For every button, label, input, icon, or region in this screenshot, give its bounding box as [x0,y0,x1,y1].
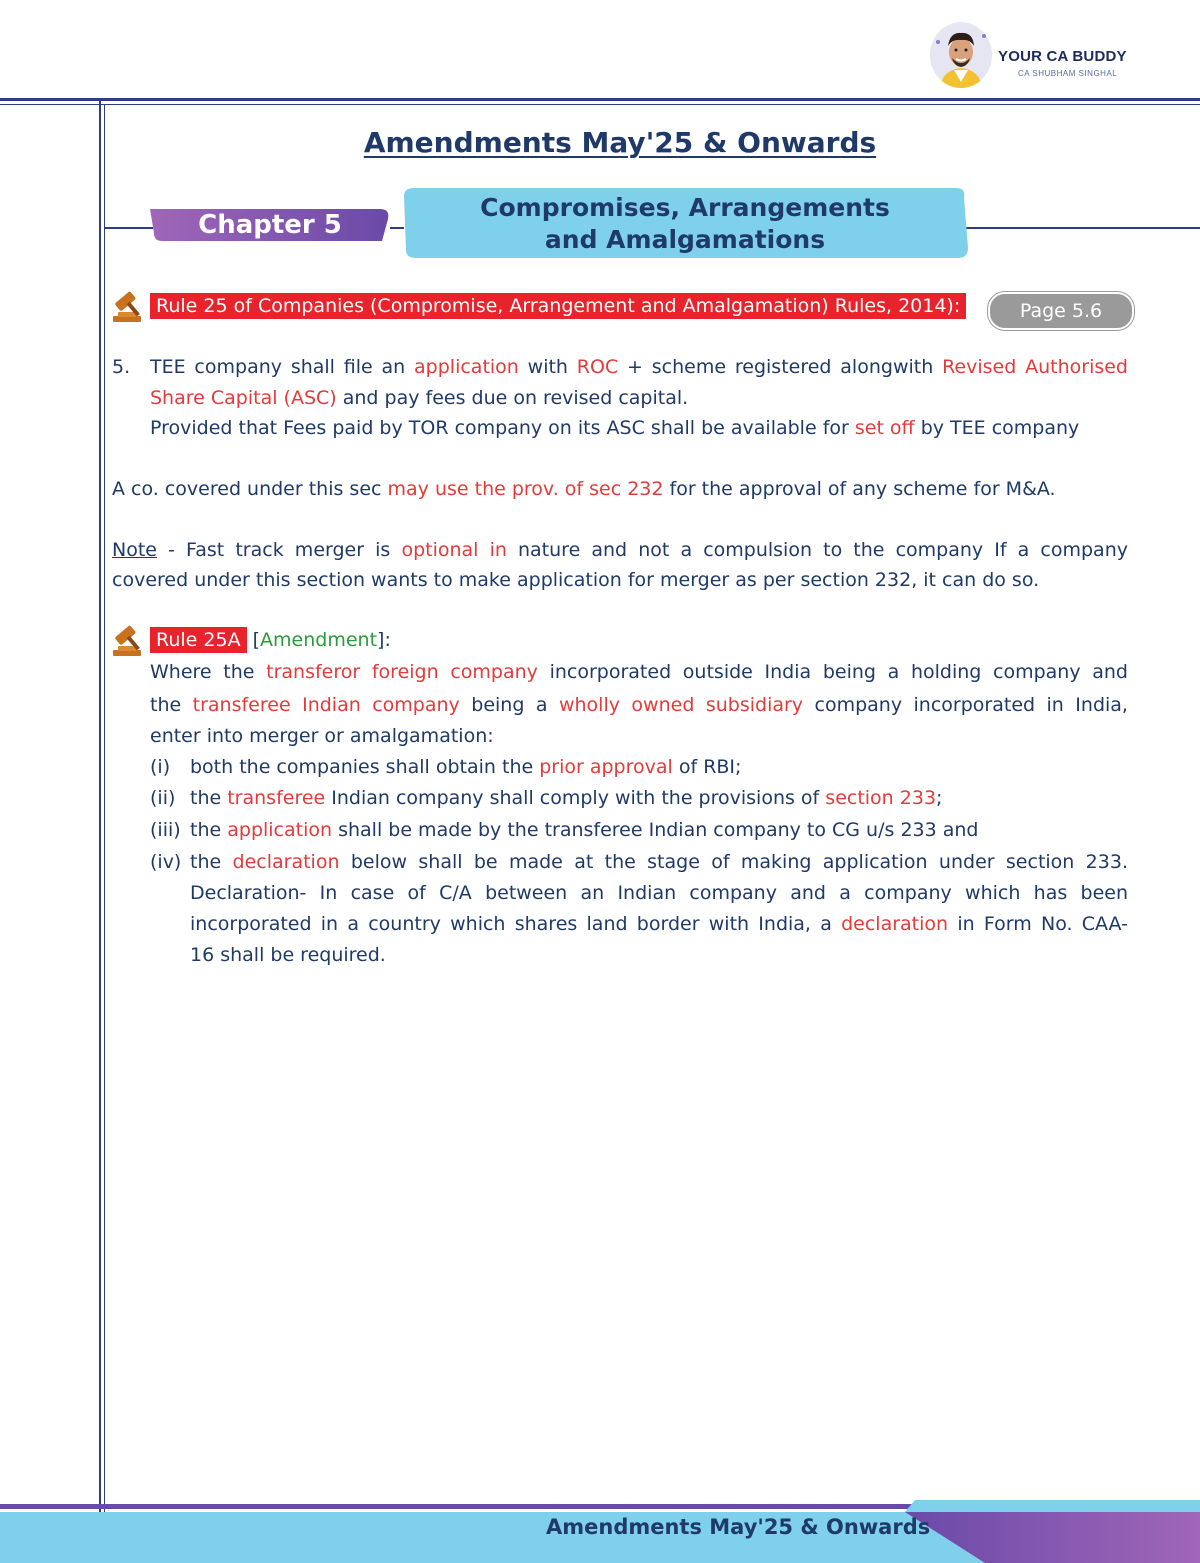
margin-rule [99,98,101,1513]
list-item-number: (iii) [150,819,181,841]
chapter-tag [150,207,390,243]
chapter-rule-left [105,227,153,229]
note-label: Note [112,539,157,561]
list-item-number: (i) [150,756,171,778]
rule-25a-heading: Rule 25A [Amendment]: [150,625,391,656]
declaration-line1: Declaration- In case of C/A between an Indian company and a company which has been [190,882,1128,904]
logo-title: YOUR CA BUDDY [998,48,1127,65]
avatar-icon [930,22,992,88]
rule-25a-line1: Where the transferor foreign company incorporated outside India being a holding company and [150,661,1128,683]
brand-logo [930,18,1145,92]
gavel-icon [110,290,146,324]
gavel-icon [110,624,146,658]
chapter-topic [400,192,970,256]
margin-rule-thin [104,104,105,1513]
page-title [0,126,1200,159]
chapter-topic-box [400,186,970,260]
page-reference-badge: Page 5.6 [988,292,1134,330]
list-item-number: (iv) [150,851,182,873]
chapter-rule-right [966,227,1200,229]
point-5-line2: Share Capital (ASC) and pay fees due on revised capital. [150,387,689,409]
chapter-topic-line2: and Amalgamations [544,225,826,254]
note-line1: Note - Fast track merger is optional in nature and not a compulsion to the company If a company [112,539,1128,561]
list-item: the application shall be made by the transferee Indian company to CG u/s 233 and [190,819,979,841]
point-5-line3: Provided that Fees paid by TOR company on its ASC shall be available for set off by TEE company [150,417,1080,439]
list-item: the transferee Indian company shall comply with the provisions of section 233; [190,787,943,809]
header-rule [0,98,1200,101]
chapter-topic-line1: Compromises, Arrangements [480,193,890,222]
declaration-line2: incorporated in a country which shares land border with India, a declaration in Form No. CAA- [190,913,1128,935]
rule-25-heading-text: Rule 25 of Companies (Compromise, Arrangement and Amalgamation) Rules, 2014): [150,293,966,319]
point-number: 5. [112,356,131,378]
page-title-text: Amendments May'25 & Onwards [363,126,877,159]
list-item: the declaration below shall be made at the stage of making application under section 233. [190,851,1128,873]
rule-25a-line3: enter into merger or amalgamation: [150,725,494,747]
point-5-line1: TEE company shall file an application with ROC + scheme registered alongwith Revised Authorised [150,356,1128,378]
logo-subtitle: CA SHUBHAM SINGHAL [1018,69,1118,78]
note-line2: covered under this section wants to make application for merger as per section 232, it can do so. [112,569,1040,591]
rule-25-heading [150,291,966,322]
list-item-number: (ii) [150,787,176,809]
declaration-line3: 16 shall be required. [190,944,386,966]
footer-title: Amendments May'25 & Onwards [546,1515,931,1539]
rule-25a-line2: the transferee Indian company being a wholly owned subsidiary company incorporated in India, [150,694,1128,716]
rule-25a-label: Rule 25A [150,627,247,653]
list-item: both the companies shall obtain the prior approval of RBI; [190,756,742,778]
header-rule-thin [0,104,1200,105]
sec-232-paragraph: A co. covered under this sec may use the prov. of sec 232 for the approval of any scheme for M&A. [112,478,1056,500]
chapter-label: Chapter 5 [198,210,342,240]
amendment-tag: Amendment [260,629,378,651]
